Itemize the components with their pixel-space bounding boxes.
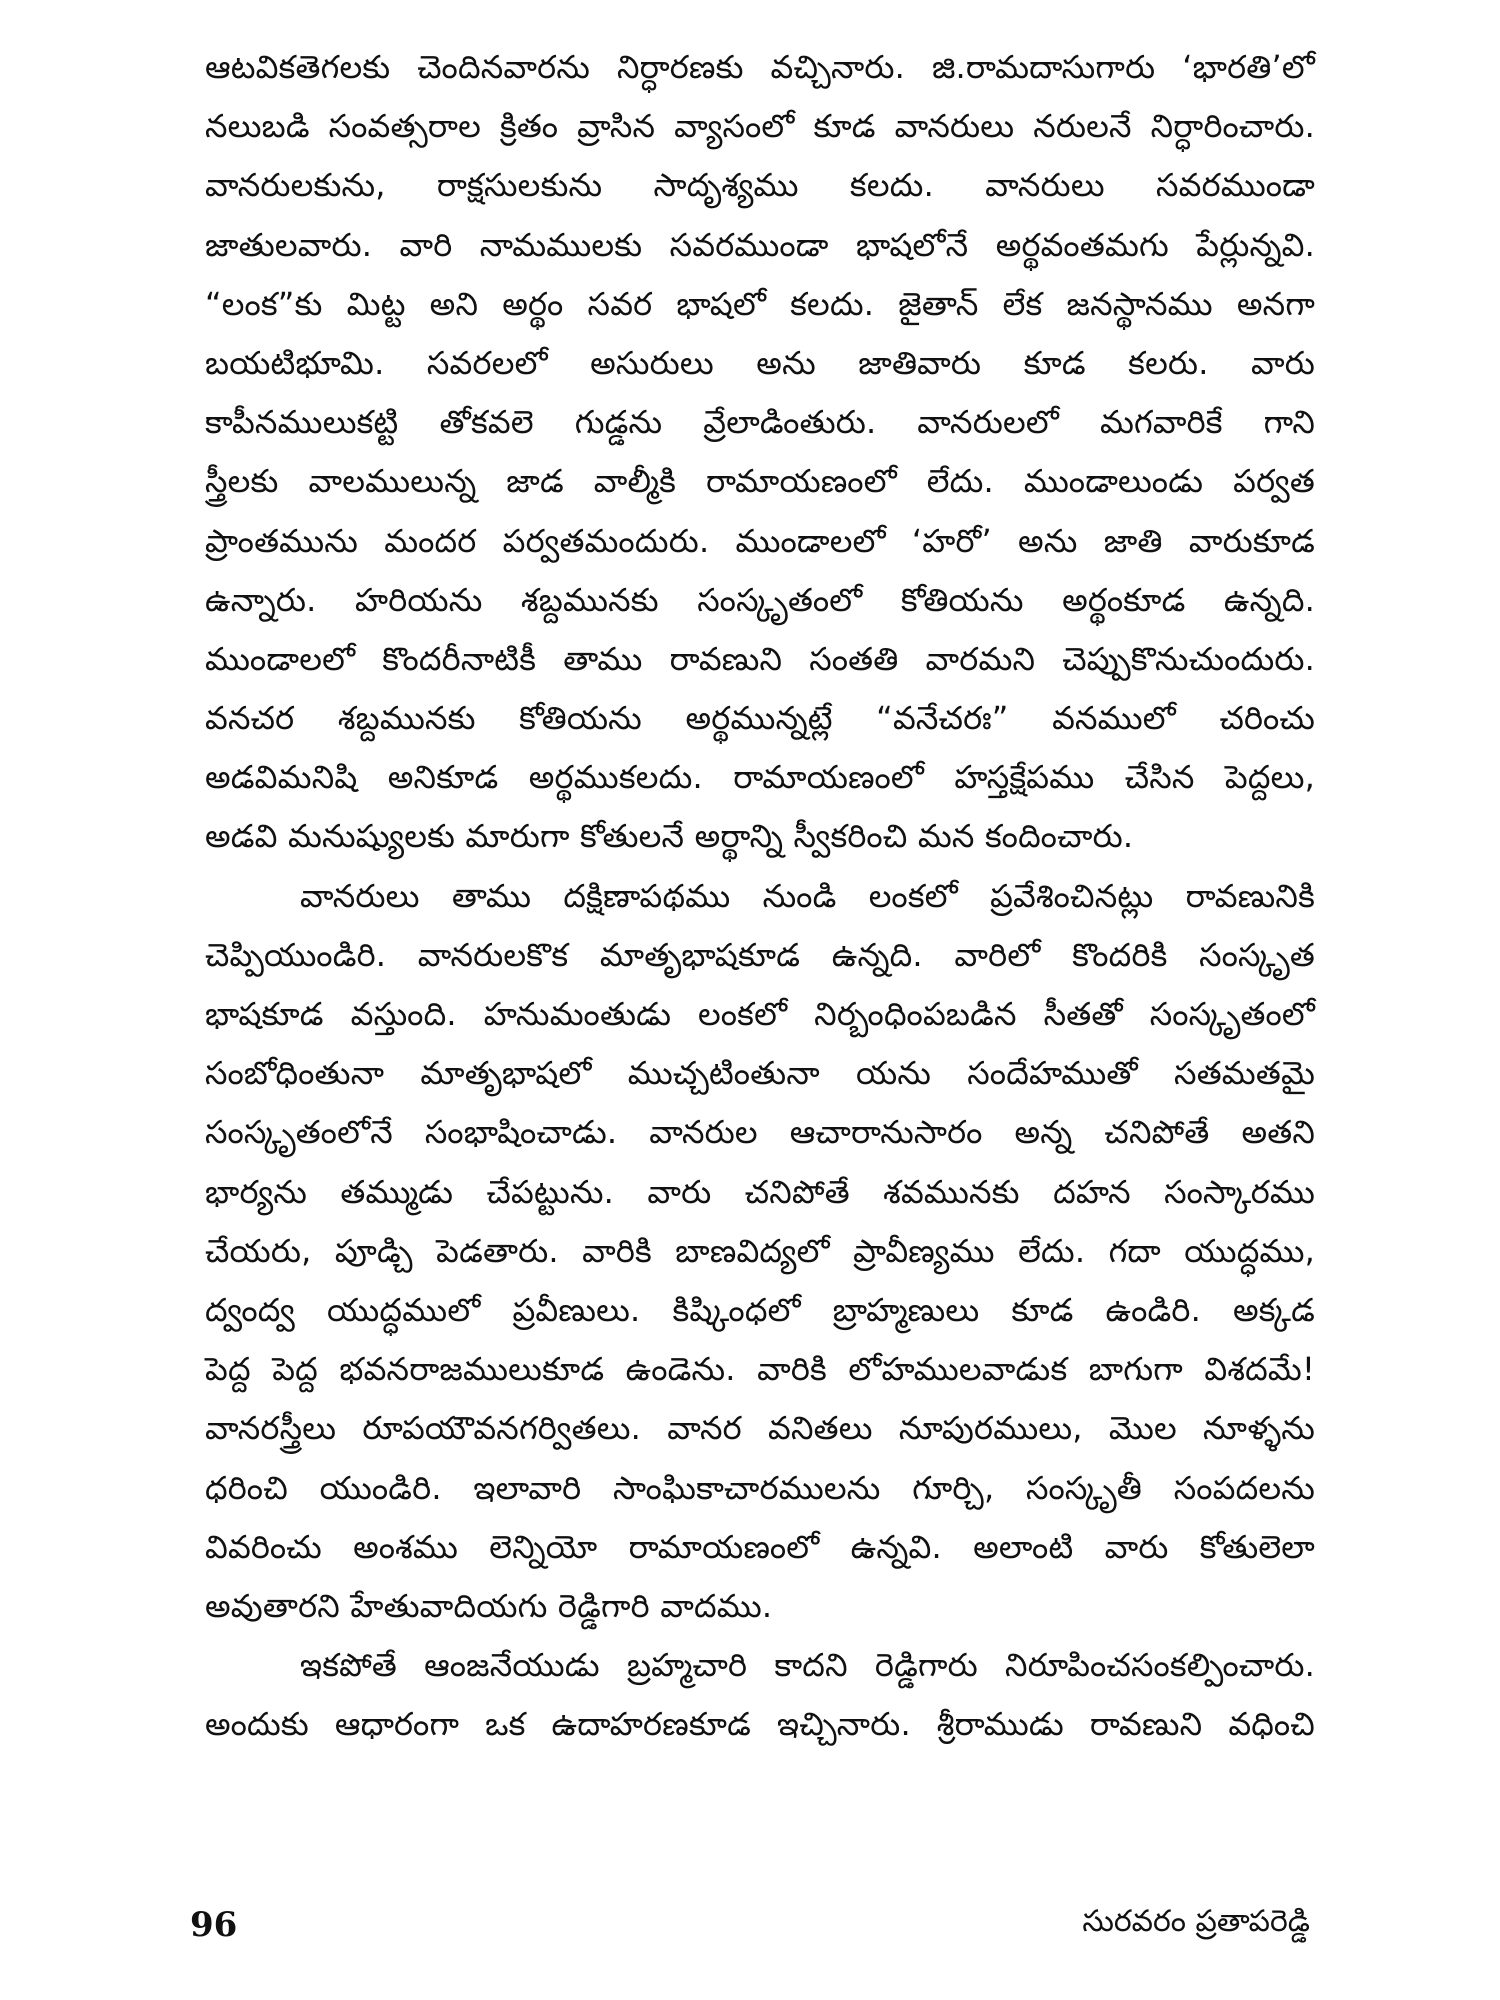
text-line: ధరించి యుండిరి. ఇలావారి సాంఘికాచారములను గూర్చి, సంస్కృతీ సంపదలను	[205, 1468, 1315, 1507]
text-line: ఆటవికతెగలకు చెందినవారను నిర్ధారణకు వచ్చినారు. జి.రామదాసుగారు ‘భారతి’లో	[205, 48, 1315, 86]
text-line: పెద్ద పెద్ద భవనరాజములుకూడ ఉండెను. వారికి లోహములవాడుక బాగుగా విశదమే!	[205, 1350, 1315, 1389]
text-line: భార్యను తమ్ముడు చేపట్టును. వారు చనిపోతే శవమునకు దహన సంస్కారము	[205, 1172, 1315, 1211]
text-line: నలుబడి సంవత్సరాల క్రితం వ్రాసిన వ్యాసంలో కూడ వానరులు నరులనే నిర్ధారించారు.	[205, 107, 1315, 146]
text-line: “లంక”కు మిట్ట అని అర్థం సవర భాషలో కలదు. జైతాన్ లేక జనస్థానము అనగా	[205, 284, 1315, 323]
text-line: వానరులకును, రాక్షసులకును సాదృశ్యము కలదు. వానరులు సవరముండా	[205, 166, 1315, 205]
text-line: చెప్పియుండిరి. వానరులకొక మాతృభాషకూడ ఉన్నది. వారిలో కొందరికి సంస్కృత	[205, 935, 1315, 974]
text-line: అందుకు ఆధారంగా ఒక ఉదాహరణకూడ ఇచ్చినారు. శ్రీరాముడు రావణుని వధించి	[205, 1705, 1315, 1744]
text-line: ప్రాంతమును మందర పర్వతమందురు. ముండాలలో ‘హరో’ అను జాతి వారుకూడ	[205, 521, 1315, 560]
paragraph-2	[205, 867, 1315, 1636]
text-line: సంబోధింతునా మాతృభాషలో ముచ్చటింతునా యను సందేహముతో సతమతమై	[205, 1054, 1315, 1093]
text-line: వానరులు తాము దక్షిణాపథము నుండి లంకలో ప్రవేశించినట్లు రావణునికి	[300, 876, 1315, 915]
text-line: వానరస్త్రీలు రూపయౌవనగర్వితలు. వానర వనితలు నూపురములు, మొల నూళ్ళను	[205, 1409, 1315, 1448]
page-body	[205, 38, 1315, 1754]
text-line: చేయరు, పూడ్చి పెడతారు. వారికి బాణవిద్యలో ప్రావీణ్యము లేదు. గదా యుద్ధము,	[205, 1231, 1315, 1270]
text-line: జాతులవారు. వారి నామములకు సవరముండా భాషలోనే అర్థవంతమగు పేర్లున్నవి.	[205, 225, 1315, 264]
text-line: అవుతారని హేతువాదియగు రెడ్డిగారి వాదము.	[205, 1586, 773, 1625]
text-line: ఉన్నారు. హరియను శబ్దమునకు సంస్కృతంలో కోతియను అర్థంకూడ ఉన్నది.	[205, 580, 1315, 619]
author-name: సురవరం ప్రతాపరెడ్డి	[1082, 1904, 1310, 1939]
text-line: వనచర శబ్దమునకు కోతియను అర్థమున్నట్లే “వనేచరః” వనములో చరించు	[205, 699, 1315, 738]
text-line: అడవి మనుష్యులకు మారుగా కోతులనే అర్థాన్ని స్వీకరించి మన కందించారు.	[205, 817, 1134, 856]
text-line: కాపీనములుకట్టి తోకవలె గుడ్డను వ్రేలాడింతురు. వానరులలో మగవారికే గాని	[205, 403, 1315, 442]
text-line: వివరించు అంశము లెన్నియో రామాయణంలో ఉన్నవి. అలాంటి వారు కోతులెలా	[205, 1527, 1315, 1566]
text-line: స్త్రీలకు వాలములున్న జాడ వాల్మీకి రామాయణంలో లేదు. ముండాలుండు పర్వత	[205, 462, 1315, 501]
page-footer	[190, 1900, 1310, 1950]
text-line: బయటిభూమి. సవరలలో అసురులు అను జాతివారు కూడ కలరు. వారు	[205, 343, 1315, 382]
paragraph-1	[205, 38, 1315, 867]
page-number: 96	[190, 1905, 238, 1945]
text-line: ఇకపోతే ఆంజనేయుడు బ్రహ్మచారి కాదని రెడ్డిగారు నిరూపించసంకల్పించారు.	[300, 1646, 1315, 1685]
text-line: భాషకూడ వస్తుంది. హనుమంతుడు లంకలో నిర్బంధింపబడిన సీతతో సంస్కృతంలో	[205, 995, 1315, 1033]
text-line: ద్వంద్వ యుద్ధములో ప్రవీణులు. కిష్కింధలో బ్రాహ్మణులు కూడ ఉండిరి. అక్కడ	[205, 1290, 1315, 1329]
text-line: అడవిమనిషి అనికూడ అర్థముకలదు. రామాయణంలో హస్తక్షేపము చేసిన పెద్దలు,	[205, 758, 1315, 797]
text-line: ముండాలలో కొందరీనాటికీ తాము రావణుని సంతతి వారమని చెప్పుకొనుచుందురు.	[205, 639, 1315, 678]
text-line: సంస్కృతంలోనే సంభాషించాడు. వానరుల ఆచారానుసారం అన్న చనిపోతే అతని	[205, 1113, 1315, 1152]
paragraph-3	[205, 1636, 1315, 1754]
